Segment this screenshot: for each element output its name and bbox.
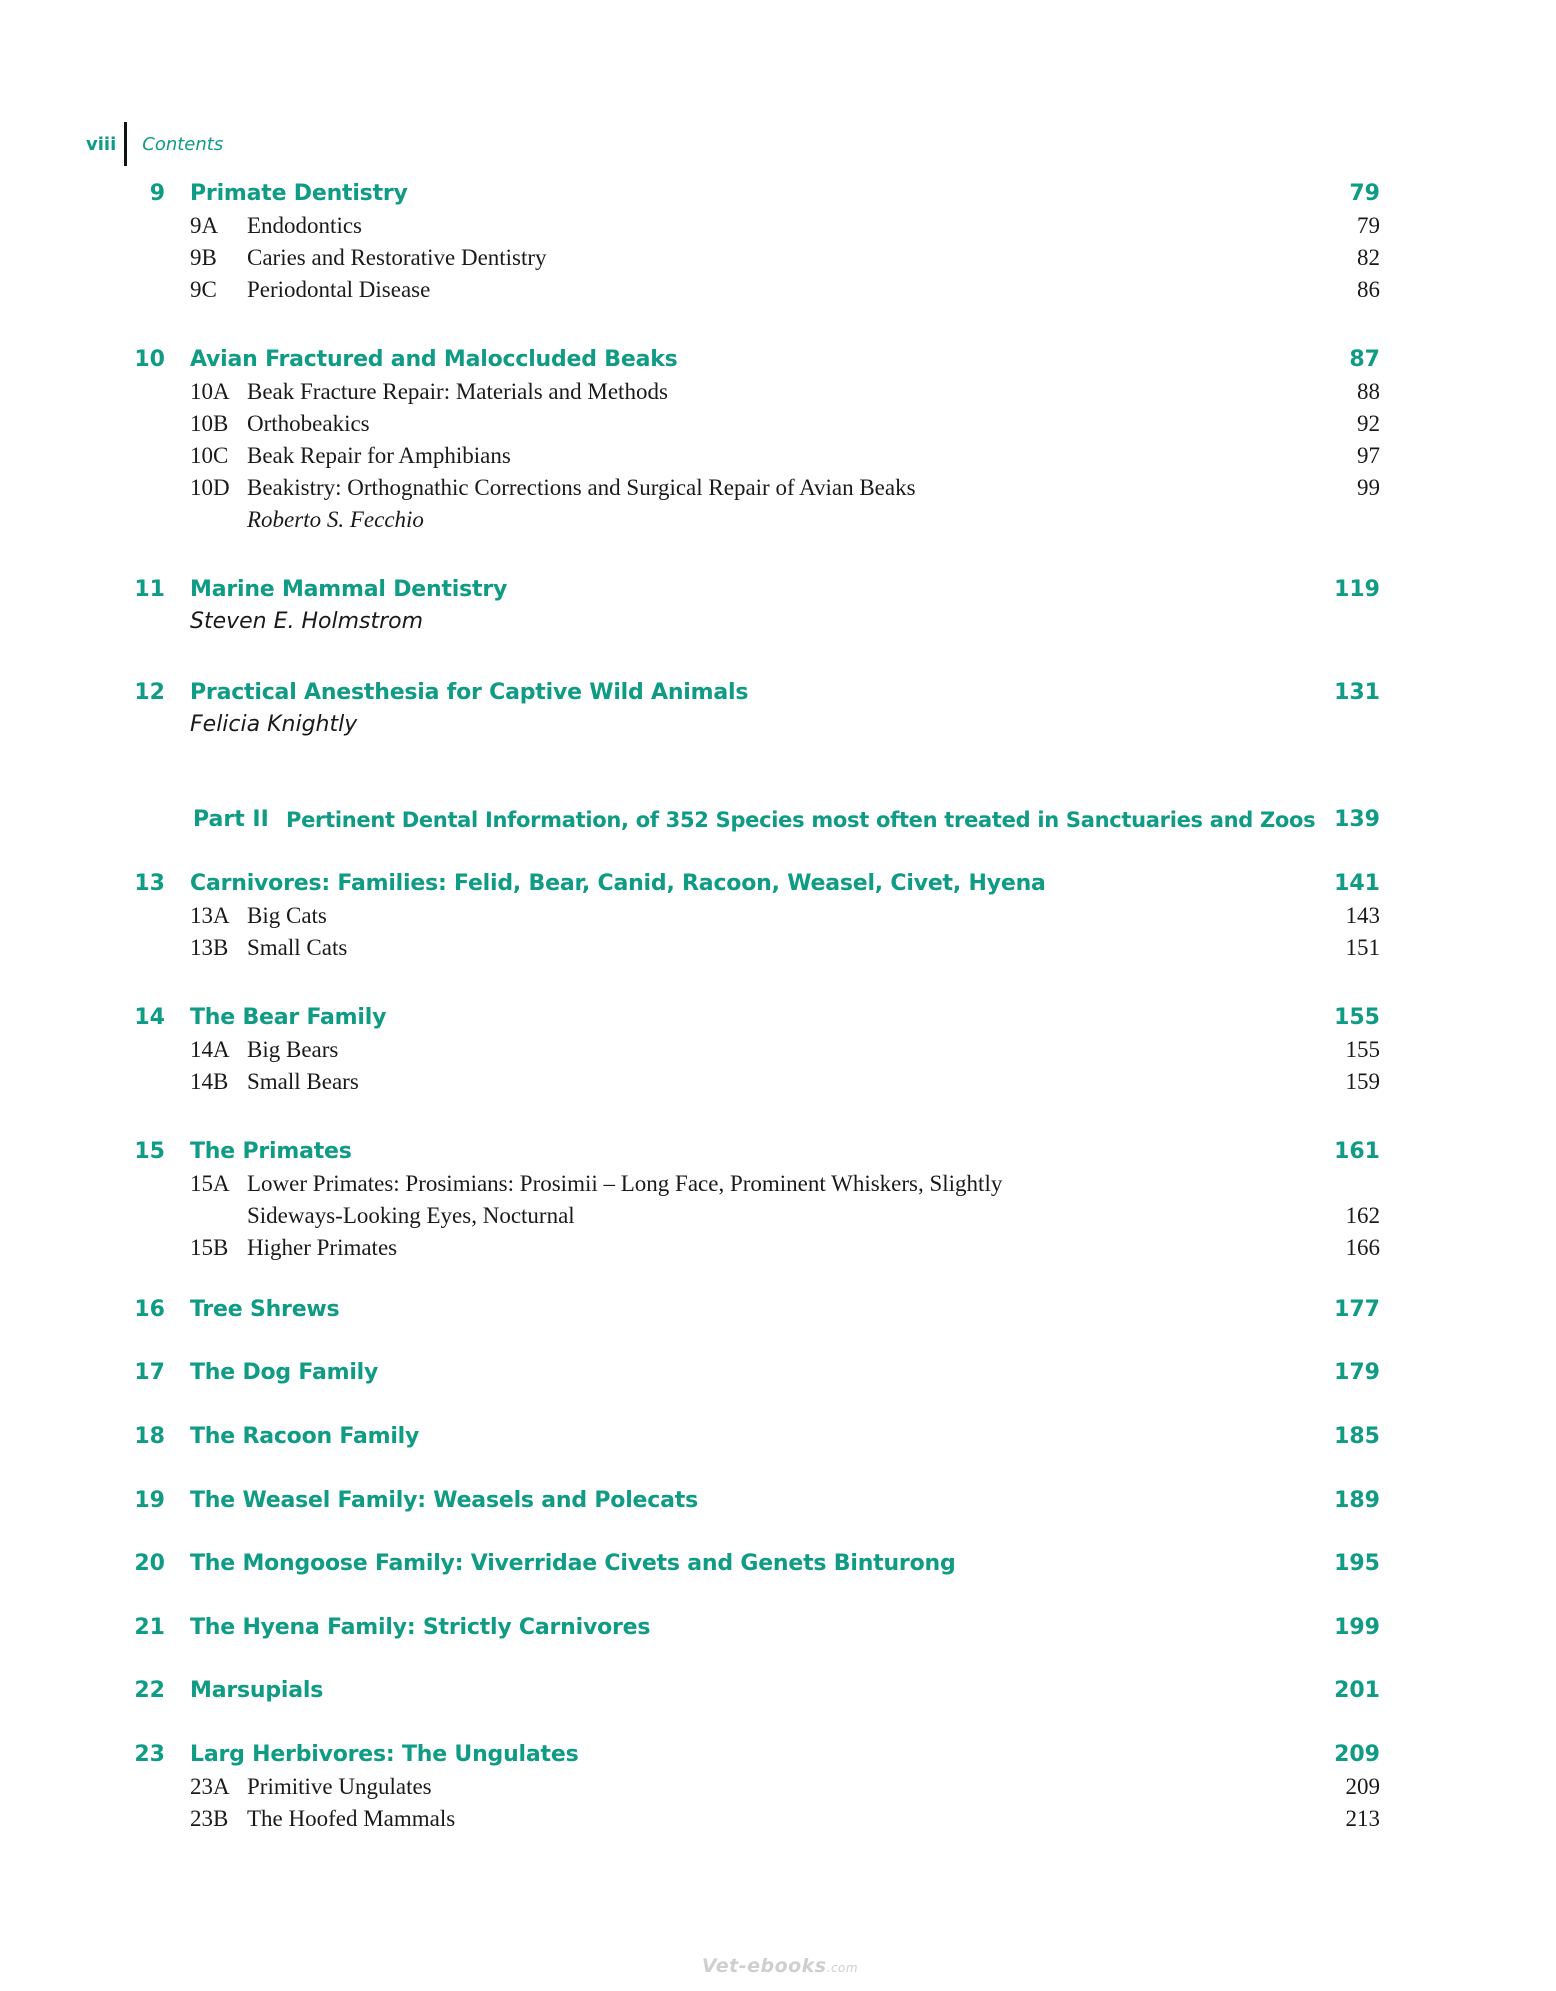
chapter-row[interactable]: [0, 677, 1556, 709]
subsection-page: 155: [1345, 1037, 1380, 1062]
toc-chapter-19: [0, 1485, 1556, 1517]
chapter-page: 155: [1334, 1005, 1380, 1030]
chapter-page: 189: [1334, 1488, 1380, 1513]
toc-chapter-11: [0, 574, 1556, 638]
subsection-code: 9C: [190, 277, 217, 302]
subsection-page: 99: [1357, 475, 1380, 500]
subsection-row[interactable]: [0, 408, 1556, 440]
chapter-title: Marine Mammal Dentistry: [190, 577, 508, 602]
subsection-code: 10C: [190, 443, 229, 468]
chapter-number: 22: [134, 1678, 165, 1703]
subsection-title: Lower Primates: Prosimians: Prosimii – Long Face, Prominent Whiskers, Slightly: [247, 1171, 1003, 1196]
subsection-title: Primitive Ungulates: [247, 1774, 432, 1799]
subsection-row[interactable]: [0, 1771, 1556, 1803]
chapter-page: 161: [1334, 1139, 1380, 1164]
chapter-row[interactable]: [0, 1612, 1556, 1644]
chapter-page: 131: [1334, 680, 1380, 705]
subsection-row[interactable]: [0, 1232, 1556, 1264]
subsection-code: 13B: [190, 935, 229, 960]
chapter-page: 199: [1334, 1615, 1380, 1640]
chapter-page: 119: [1334, 577, 1380, 602]
subsection-title: Higher Primates: [247, 1235, 398, 1260]
part-row[interactable]: [0, 804, 1556, 836]
subsection-title: Beak Fracture Repair: Materials and Methods: [247, 379, 668, 404]
chapter-title: Practical Anesthesia for Captive Wild Animals: [190, 680, 749, 705]
subsection-row[interactable]: [0, 1803, 1556, 1835]
subsection-row[interactable]: [0, 376, 1556, 408]
chapter-number: 21: [134, 1615, 165, 1640]
author-name: Roberto S. Fecchio: [247, 507, 424, 532]
subsection-title: The Hoofed Mammals: [247, 1806, 456, 1831]
chapter-title: Primate Dentistry: [190, 181, 408, 206]
chapter-page: 179: [1334, 1360, 1380, 1385]
watermark-suffix: .com: [826, 1961, 859, 1975]
watermark: [700, 1955, 860, 1977]
chapter-title: The Bear Family: [190, 1005, 387, 1030]
subsection-row[interactable]: [0, 210, 1556, 242]
section-label: Contents: [142, 133, 224, 155]
chapter-title: Avian Fractured and Maloccluded Beaks: [190, 347, 678, 372]
author-name: Felicia Knightly: [190, 712, 358, 737]
chapter-page: 177: [1334, 1297, 1380, 1322]
chapter-row[interactable]: [0, 1294, 1556, 1326]
toc-chapter-22: [0, 1675, 1556, 1707]
subsection-row[interactable]: [0, 900, 1556, 932]
chapter-title: Carnivores: Families: Felid, Bear, Canid, Racoon, Weasel, Civet, Hyena: [190, 871, 1046, 896]
chapter-number: 18: [134, 1424, 165, 1449]
subsection-row[interactable]: [0, 440, 1556, 472]
subsection-page: 86: [1357, 277, 1380, 302]
subsection-code: 13A: [190, 903, 230, 928]
subsection-title: Orthobeakics: [247, 411, 370, 436]
chapter-page: 141: [1334, 871, 1380, 896]
page-number: viii: [86, 133, 117, 155]
toc-chapter-12: [0, 677, 1556, 741]
chapter-number: 20: [134, 1551, 165, 1576]
subsection-row[interactable]: [0, 1066, 1556, 1098]
chapter-number: 17: [134, 1360, 165, 1385]
chapter-row[interactable]: [0, 1136, 1556, 1168]
subsection-code: 9B: [190, 245, 217, 270]
chapter-page: 201: [1334, 1678, 1380, 1703]
chapter-row[interactable]: [0, 1675, 1556, 1707]
subsection-code: 10B: [190, 411, 229, 436]
subsection-code: 15B: [190, 1235, 229, 1260]
chapter-number: 11: [134, 577, 165, 602]
subsection-page: 162: [1345, 1203, 1380, 1228]
chapter-page: 185: [1334, 1424, 1380, 1449]
subsection-code: 14A: [190, 1037, 230, 1062]
subsection-code: 10A: [190, 379, 230, 404]
chapter-number: 13: [134, 871, 165, 896]
subsection-row[interactable]: [0, 1034, 1556, 1066]
subsection-page: 92: [1357, 411, 1380, 436]
subsection-page: 82: [1357, 245, 1380, 270]
chapter-row[interactable]: [0, 1421, 1556, 1453]
chapter-number: 16: [134, 1297, 165, 1322]
author-name: Steven E. Holmstrom: [190, 609, 424, 634]
subsection-page: 88: [1357, 379, 1380, 404]
subsection-code: 9A: [190, 213, 219, 238]
toc-part-2: [0, 804, 1556, 836]
toc-chapter-23: [0, 1739, 1556, 1835]
chapter-title: Larg Herbivores: The Ungulates: [190, 1742, 579, 1767]
author-row: [0, 504, 1556, 536]
chapter-number: 10: [134, 347, 165, 372]
subsection-title: Small Bears: [247, 1069, 359, 1094]
toc-chapter-20: [0, 1548, 1556, 1580]
chapter-page: 87: [1349, 347, 1380, 372]
subsection-page: 209: [1345, 1774, 1380, 1799]
running-header: [86, 122, 223, 166]
toc-chapter-14: [0, 1002, 1556, 1098]
chapter-title: The Racoon Family: [190, 1424, 420, 1449]
chapter-page: 79: [1349, 181, 1380, 206]
subsection-row[interactable]: [0, 1168, 1556, 1200]
subsection-title: Big Bears: [247, 1037, 339, 1062]
toc-chapter-18: [0, 1421, 1556, 1453]
chapter-title: Marsupials: [190, 1678, 324, 1703]
chapter-row[interactable]: [0, 868, 1556, 900]
chapter-row[interactable]: [0, 178, 1556, 210]
toc-chapter-21: [0, 1612, 1556, 1644]
chapter-number: 19: [134, 1488, 165, 1513]
subsection-code: 23A: [190, 1774, 230, 1799]
author-row: [0, 606, 1556, 638]
author-row: [0, 709, 1556, 741]
part-label: Part II: [193, 807, 269, 832]
chapter-row[interactable]: [0, 1485, 1556, 1517]
subsection-row[interactable]: [0, 274, 1556, 306]
subsection-row[interactable]: [0, 242, 1556, 274]
subsection-row[interactable]: [0, 932, 1556, 964]
part-title: Pertinent Dental Information, of 352 Species most often treated in Sanctuaries and Zoos: [286, 808, 1316, 832]
subsection-title: Small Cats: [247, 935, 348, 960]
chapter-page: 209: [1334, 1742, 1380, 1767]
subsection-page: 166: [1345, 1235, 1380, 1260]
toc-chapter-13: [0, 868, 1556, 964]
chapter-number: 12: [134, 680, 165, 705]
subsection-page: 97: [1357, 443, 1380, 468]
chapter-title: The Primates: [190, 1139, 352, 1164]
subsection-title: Sideways-Looking Eyes, Nocturnal: [247, 1203, 575, 1228]
chapter-row[interactable]: [0, 1739, 1556, 1771]
subsection-code: 14B: [190, 1069, 229, 1094]
subsection-code: 15A: [190, 1171, 230, 1196]
chapter-row[interactable]: [0, 344, 1556, 376]
subsection-code: 23B: [190, 1806, 229, 1831]
part-page: 139: [1334, 807, 1380, 832]
chapter-row[interactable]: [0, 1002, 1556, 1034]
subsection-title: Caries and Restorative Dentistry: [247, 245, 547, 270]
chapter-row[interactable]: [0, 574, 1556, 606]
subsection-row[interactable]: [0, 472, 1556, 504]
toc-chapter-15: [0, 1136, 1556, 1264]
watermark-text: Vet-ebooks: [701, 1955, 827, 1977]
chapter-title: The Hyena Family: Strictly Carnivores: [190, 1615, 651, 1640]
subsection-title: Big Cats: [247, 903, 327, 928]
subsection-code: 10D: [190, 475, 230, 500]
chapter-number: 23: [134, 1742, 165, 1767]
chapter-title: The Weasel Family: Weasels and Polecats: [190, 1488, 698, 1513]
subsection-title: Beak Repair for Amphibians: [247, 443, 511, 468]
subsection-page: 159: [1345, 1069, 1380, 1094]
subsection-page: 79: [1357, 213, 1380, 238]
chapter-title: The Mongoose Family: Viverridae Civets and Genets Binturong: [190, 1551, 956, 1576]
subsection-row-continued[interactable]: [0, 1200, 1556, 1232]
subsection-page: 213: [1345, 1806, 1380, 1831]
chapter-title: The Dog Family: [190, 1360, 379, 1385]
subsection-title: Beakistry: Orthognathic Corrections and Surgical Repair of Avian Beaks: [247, 475, 916, 500]
subsection-page: 151: [1345, 935, 1380, 960]
toc-chapter-9: [0, 178, 1556, 306]
chapter-number: 15: [134, 1139, 165, 1164]
toc-chapter-16: [0, 1294, 1556, 1326]
subsection-title: Periodontal Disease: [247, 277, 431, 302]
chapter-number: 14: [134, 1005, 165, 1030]
chapter-title: Tree Shrews: [190, 1297, 340, 1322]
chapter-row[interactable]: [0, 1548, 1556, 1580]
chapter-number: 9: [149, 181, 165, 206]
subsection-title: Endodontics: [247, 213, 362, 238]
subsection-page: 143: [1345, 903, 1380, 928]
toc-chapter-17: [0, 1357, 1556, 1389]
chapter-page: 195: [1334, 1551, 1380, 1576]
chapter-row[interactable]: [0, 1357, 1556, 1389]
toc-chapter-10: [0, 344, 1556, 536]
